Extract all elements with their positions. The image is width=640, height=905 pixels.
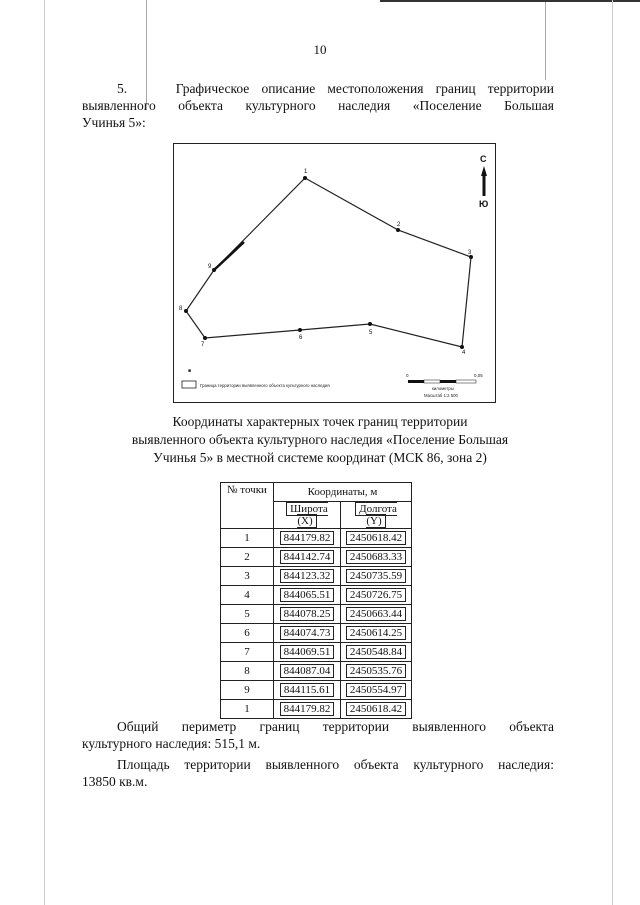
cell-y-value: 2450618.42 xyxy=(346,531,406,545)
legend-swatch xyxy=(182,381,196,388)
cell-point: 1 xyxy=(221,700,274,719)
cell-point: 4 xyxy=(221,586,274,605)
scale-unit: километры xyxy=(432,386,454,391)
cell-y-value: 2450618.42 xyxy=(346,702,406,716)
point-label: 7 xyxy=(201,342,205,348)
cell-x-value: 844087.04 xyxy=(280,664,335,678)
cell-x xyxy=(274,548,341,567)
table-row xyxy=(221,643,412,662)
cell-x xyxy=(274,643,341,662)
boundary-polygon xyxy=(186,178,471,347)
cell-x-value: 844179.82 xyxy=(280,702,335,716)
table-row xyxy=(221,567,412,586)
scale-start: 0 xyxy=(406,373,409,378)
header-x xyxy=(274,502,341,529)
cell-x xyxy=(274,529,341,548)
scale-segment xyxy=(408,380,424,383)
cell-y-value: 2450548.84 xyxy=(346,645,406,659)
cell-x-value: 844123.32 xyxy=(280,569,335,583)
boundary-point-6 xyxy=(298,328,302,332)
caption-line: Учинья 5» в местной системе координат (МСК 86, зона 2) xyxy=(153,450,487,465)
boundary-point-2 xyxy=(396,228,400,232)
cell-x-value: 844074.73 xyxy=(280,626,335,640)
cell-y-value: 2450554.97 xyxy=(346,683,406,697)
table-row xyxy=(221,700,412,719)
header-x-label: Широта (X) xyxy=(286,502,328,528)
cell-y-value: 2450614.25 xyxy=(346,626,406,640)
cell-x xyxy=(274,700,341,719)
cell-x-value: 844179.82 xyxy=(280,531,335,545)
cell-y-value: 2450726.75 xyxy=(346,588,406,602)
caption-line: выявленного объекта культурного наследия «Поселение Большая xyxy=(131,432,509,447)
table-row xyxy=(221,548,412,567)
south-arrow-label: Ю xyxy=(479,199,489,209)
heading-text: Графическое описание местоположения границ территории xyxy=(175,81,555,96)
cell-y xyxy=(341,548,412,567)
cell-y-value: 2450683.33 xyxy=(346,550,406,564)
scan-edge-line xyxy=(545,0,546,80)
cell-point: 2 xyxy=(221,548,274,567)
point-label: 8 xyxy=(179,306,183,312)
cell-point: 8 xyxy=(221,662,274,681)
cell-point: 9 xyxy=(221,681,274,700)
cell-x-value: 844069.51 xyxy=(280,645,335,659)
cell-x-value: 844078.25 xyxy=(280,607,335,621)
cell-x-value: 844142.74 xyxy=(280,550,335,564)
scale-end: 0,05 xyxy=(474,373,483,378)
north-arrow xyxy=(479,154,488,209)
legend-marker: ■ xyxy=(188,368,192,374)
table-header-row xyxy=(221,483,412,502)
boundary-thick-segment xyxy=(214,242,244,270)
header-coords: Координаты, м xyxy=(274,483,412,502)
cell-point: 5 xyxy=(221,605,274,624)
cell-x xyxy=(274,681,341,700)
point-label: 9 xyxy=(208,264,212,270)
heading-line: выявленного объекта культурного наследия «Поселение Большая xyxy=(82,98,554,113)
caption-line: Координаты характерных точек границ территории xyxy=(172,414,468,429)
header-y xyxy=(341,502,412,529)
cell-y xyxy=(341,605,412,624)
scan-edge-line xyxy=(380,0,640,2)
cell-y xyxy=(341,681,412,700)
boundary-point-5 xyxy=(368,322,372,326)
map-legend xyxy=(182,368,330,388)
cell-x xyxy=(274,605,341,624)
boundary-map xyxy=(173,143,496,403)
area-paragraph xyxy=(82,756,554,790)
boundary-point-1 xyxy=(303,176,307,180)
perimeter-line: Общий периметр границ территории выявленного объекта xyxy=(117,719,554,734)
point-label: 3 xyxy=(468,250,472,256)
north-arrow-label: С xyxy=(480,154,487,164)
cell-y-value: 2450663.44 xyxy=(346,607,406,621)
page-number: 10 xyxy=(313,42,327,57)
point-label: 6 xyxy=(299,335,303,341)
perimeter-line: культурного наследия: 515,1 м. xyxy=(82,736,261,751)
north-arrow-shaft xyxy=(483,176,486,196)
header-y-label: Долгота (Y) xyxy=(355,502,397,528)
area-line: Площадь территории выявленного объекта культурного наследия: xyxy=(117,757,554,772)
boundary-point-9 xyxy=(212,268,216,272)
cell-x-value: 844115.61 xyxy=(280,683,334,697)
cell-y xyxy=(341,529,412,548)
cell-y xyxy=(341,567,412,586)
cell-y-value: 2450535.76 xyxy=(346,664,406,678)
cell-y xyxy=(341,624,412,643)
cell-point: 3 xyxy=(221,567,274,586)
table-row xyxy=(221,586,412,605)
cell-y-value: 2450735.59 xyxy=(346,569,406,583)
cell-y xyxy=(341,700,412,719)
area-line: 13850 кв.м. xyxy=(82,774,148,789)
point-label: 2 xyxy=(397,222,401,228)
cell-x xyxy=(274,567,341,586)
section-number: 5. xyxy=(117,81,128,96)
legend-text: Граница территории выявленного объекта культурного наследия xyxy=(200,383,330,388)
scan-edge-line xyxy=(612,0,613,905)
heading-line xyxy=(82,80,554,97)
cell-point: 7 xyxy=(221,643,274,662)
scale-segment xyxy=(424,380,440,383)
cell-x-value: 844065.51 xyxy=(280,588,335,602)
boundary-point-7 xyxy=(203,336,207,340)
table-body xyxy=(221,529,412,719)
scale-segment xyxy=(440,380,456,383)
header-point: № точки xyxy=(221,483,274,529)
scale-bar xyxy=(406,373,483,398)
scale-ratio: Масштаб 1:2 500 xyxy=(424,393,458,398)
cell-y xyxy=(341,586,412,605)
boundary-point-4 xyxy=(460,345,464,349)
cell-x xyxy=(274,662,341,681)
cell-point: 6 xyxy=(221,624,274,643)
table-row xyxy=(221,605,412,624)
north-arrow-icon xyxy=(481,166,487,176)
scale-segment xyxy=(456,380,476,383)
table-row xyxy=(221,681,412,700)
coordinates-table xyxy=(220,482,412,719)
point-label: 5 xyxy=(369,330,373,336)
cell-y xyxy=(341,662,412,681)
boundary-map-svg xyxy=(174,144,495,402)
cell-point: 1 xyxy=(221,529,274,548)
table-row xyxy=(221,529,412,548)
cell-y xyxy=(341,643,412,662)
table-caption xyxy=(60,413,580,467)
cell-x xyxy=(274,586,341,605)
table-row xyxy=(221,662,412,681)
point-label: 1 xyxy=(304,169,308,175)
table-row xyxy=(221,624,412,643)
cell-x xyxy=(274,624,341,643)
boundary-point-8 xyxy=(184,309,188,313)
scan-edge-line xyxy=(44,0,45,905)
point-label: 4 xyxy=(462,350,466,356)
section-heading xyxy=(82,80,554,131)
perimeter-paragraph xyxy=(82,718,554,752)
heading-line: Учинья 5»: xyxy=(82,115,146,130)
